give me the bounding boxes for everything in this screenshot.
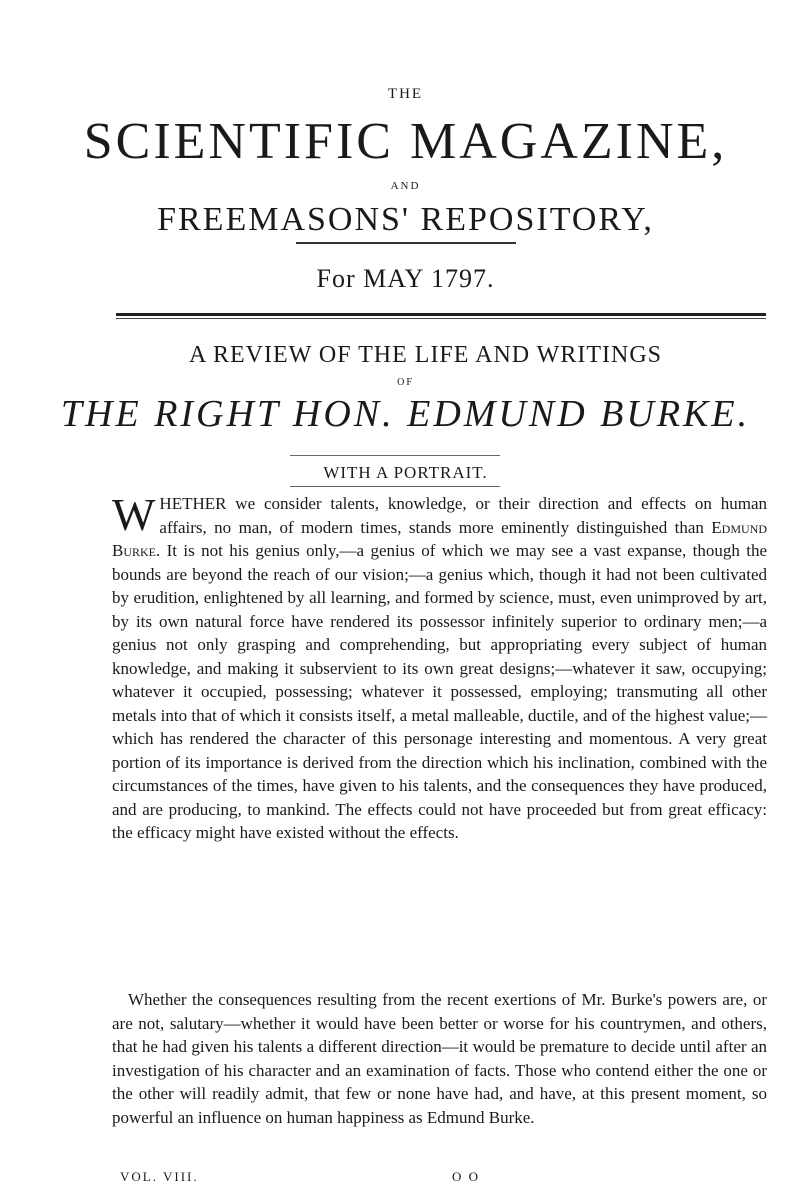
header-rule — [296, 242, 516, 244]
header-the: THE — [387, 86, 424, 102]
article-paragraph-1 — [112, 489, 767, 845]
article-subject: THE RIGHT HON. EDMUND BURKE. — [60, 393, 751, 435]
repository-title: FREEMASONS' REPOSITORY, — [157, 201, 654, 238]
section-rule-thick — [116, 313, 766, 316]
drop-cap: W — [112, 489, 156, 540]
article-of: OF — [397, 377, 414, 388]
header-and: AND — [390, 180, 421, 192]
paragraph-1-rest: It is not his genius only,—a genius of which we may see a vast expanse, though the bounds are beyond the reach of our vision;—a genius which, though it had not been cultivated by erudition, enlightened by all learning, and formed by science, must, even unimproved by art, by its own natural force have rendered its possessor infinitely superior to ordinary men;—a genius not only grasping and comprehending, but appropriating every subject of human knowledge, and making it subservient to its own great designs;—whatever it saw, occupying; whatever it occupied, possessing; whatever it possessed, employing; transmuting all other metals into that of which it consists itself, a metal malleable, ductile, and of the highest value;—which has rendered the character of this personage interesting and momentous. A very great portion of its importance is derived from the direction which his inclination, combined with the circumstances of the times, have given to his talents, and the consequences they have produced, and are producing, to mankind. The effects could not have proceeded but from great efficacy: the efficacy might have existed without the effects. — [112, 541, 767, 842]
issue-date: For MAY 1797. — [316, 264, 495, 293]
subject-name-caps: Edmund Burke. — [112, 517, 767, 560]
paragraph-1-start: HETHER we consider talents, knowledge, or their direction and effects on human affairs, no man, of modern times, stands more eminently distinguished than — [159, 494, 767, 537]
footer-volume: VOL. VIII. — [120, 1169, 199, 1184]
article-title: A REVIEW OF THE LIFE AND WRITINGS — [189, 342, 662, 368]
portrait-rule-bottom — [290, 486, 500, 487]
paragraph-2-text: Whether the consequences resulting from the recent exertions of Mr. Burke's powers are, or are not, salutary—whether it would have been better or worse for his countrymen, and others, that he had given his talents a different direction—it would be premature to decide until after an investigation of his character and an examination of facts. Those who contend either the one or the other will readily admit, that few or none have had, and have, at this present moment, so powerful an influence on human happiness as Edmund Burke. — [112, 990, 767, 1127]
footer-signature: O O — [452, 1169, 481, 1184]
section-rule-thin — [116, 318, 766, 319]
portrait-rule-top — [290, 455, 500, 456]
portrait-note: WITH A PORTRAIT. — [323, 463, 488, 482]
article-paragraph-2 — [112, 988, 767, 1129]
magazine-title: SCIENTIFIC MAGAZINE, — [83, 113, 728, 170]
